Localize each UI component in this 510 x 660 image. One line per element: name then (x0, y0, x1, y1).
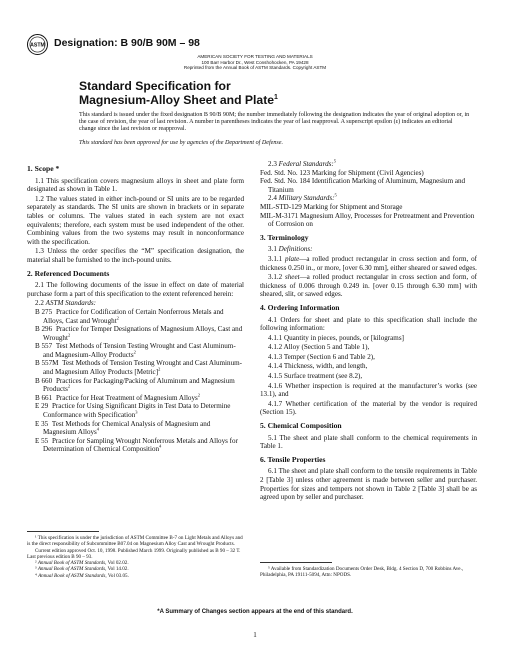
para-5-1: 5.1 The sheet and plate shall conform to the chemical requirements in Table 1. (260, 433, 477, 451)
para-4-1-6: 4.1.6 Whether inspection is required at the manufacturer’s works (see 13.1), and (260, 381, 477, 399)
section-2-heading: 2. Referenced Documents (27, 268, 110, 278)
para-1-3: 1.3 Unless the order specifies the “M” specification designation, the material shall be furnished to the inch-pound units. (27, 247, 244, 264)
org-address: 100 Barr Harbor Dr., West Conshohocken, PA 19428 (201, 59, 309, 65)
designation: Designation: B 90/B 90M – 98 (54, 37, 200, 49)
list-item: 4.1.5 Surface treatment (see 8.2), (268, 372, 363, 381)
mil-std-item: MIL-STD-129 Marking for Shipment and Storage (260, 202, 403, 211)
ref-item: E 35 Test Methods for Chemical Analysis of Magnesium and Magnesium Alloys$^4$ (35, 419, 211, 437)
org-name: AMERICAN SOCIETY FOR TESTING AND MATERIALS (197, 54, 313, 59)
section-3-heading: 3. Terminology (260, 232, 309, 242)
footnote-1: ¹ This specification is under the jurisdiction of ASTM Committee B-7 on Light Metals and Alloys and is the direct responsibility of Subcommittee B07.04 on Magnesium Alloy Cast and Wrought Products. (27, 535, 243, 548)
logo-text: ASTM (30, 42, 45, 49)
footnotes-right (260, 566, 477, 579)
list-item: 4.1.4 Thickness, width, and length, (268, 362, 368, 371)
astm-logo-icon (27, 33, 48, 56)
footnote-3: ³ Annual Book of ASTM Standards, Vol 14.02. (35, 566, 129, 573)
para-2-3: 2.3 Federal Standards:$^5$ (268, 158, 336, 168)
list-item: 4.1.1 Quantity in pieces, pounds, or [kilograms] (268, 333, 404, 342)
ref-item: B 661 Practice for Heat Treatment of Magnesium Alloys$^2$ (35, 392, 201, 402)
footnotes-left (27, 535, 244, 579)
footnote-1b: Current edition approved Oct. 10, 1998. Published March 1999. Originally published as B 90 – 32 T. Last previous edition B 90 – 93. (27, 547, 241, 560)
issue-note: This standard is issued under the fixed designation B 90/B 90M; the number immediately following the designation indicates the year of original adoption or, in the case of revision, the year of last revision. A number in parentheses indicates the year of last reapproval. A superscript epsilon (ε) indicates an editorial change since the last revision or reapproval. (79, 112, 470, 133)
para-1-2: 1.2 The values stated in either inch-pound or SI units are to be regarded separately as standards. The SI units are shown in brackets or in separate tables or columns. The values stated in each system are not exact equivalents; therefore, each system must be used independent of the other. Combining values from the two systems may result in nonconformance with the specification. (27, 194, 244, 246)
left-column (27, 160, 244, 454)
list-item: 4.1.3 Temper (Section 6 and Table 2), (268, 352, 375, 361)
para-2-1: 2.1 The following documents of the issue in effect on date of material purchase form a part of this specification to the extent referenced herein: (27, 281, 244, 298)
footnote-2: ² Annual Book of ASTM Standards, Vol 02.02. (35, 560, 129, 567)
org-reprint: Reprinted from the Annual Book of ASTM Standards. Copyright ASTM (183, 65, 327, 71)
para-3-1-1: 3.1.1 plate—a rolled product rectangular in cross section and form, of thickness 0.250 in., or more, [over 6.30 mm], either sheared or sawed edges. (260, 254, 477, 272)
para-3-1-2: 3.1.2 sheet—a rolled product rectangular in cross section and form, of thickness of 0.006 through 0.249 in. [over 0.15 through 6.30 mm] with sheared, slit, or sawed edges. (260, 273, 477, 299)
para-4-1: 4.1 Orders for sheet and plate to this specification shall include the following information: (260, 315, 477, 333)
approval-note: This standard has been approved for use by agencies of the Department of Defense. (79, 140, 283, 146)
document-title (79, 79, 278, 107)
right-column (260, 160, 477, 503)
section-1-heading: 1. Scope * (27, 164, 60, 173)
ref-item: B 660 Practices for Packaging/Packing of Aluminum and Magnesium Products$^2$ (35, 376, 235, 394)
fed-std-item: Fed. Std. No. 184 Identification Marking of Aluminum, Magnesium and Titanium (260, 177, 466, 194)
title-line1: Standard Specification for (79, 79, 231, 93)
para-2-2: 2.2 ASTM Standards: (35, 299, 97, 308)
footnote-rule-left (27, 531, 99, 532)
footnote-5: ⁵ Available from Standardization Documents Order Desk, Bldg. 4 Section D, 700 Robbins Ave., Philadelphia, PA 19111-5094, Attn: NPODS. (260, 566, 464, 579)
list-item: 4.1.2 Alloy (Section 5 and Table 1), (268, 343, 370, 352)
page-number: 1 (253, 631, 257, 639)
ref-item: B 557M Test Methods of Tension Testing Wrought and Cast Aluminum- and Magnesium Alloy Products [Metric]$^2$ (35, 359, 243, 377)
title-line2: Magnesium-Alloy Sheet and Plate$^1$ (79, 93, 278, 107)
para-2-4: 2.4 Military Standards:$^5$ (268, 193, 337, 203)
fed-std-item: Fed. Std. No. 123 Marking for Shipment (Civil Agencies) (260, 168, 424, 177)
mil-std-item: MIL-M-3171 Magnesium Alloy, Processes for Pretreatment and Prevention of Corrosion on (260, 211, 475, 229)
summary-note: *A Summary of Changes section appears at the end of this standard. (157, 609, 353, 615)
para-3-1: 3.1 Definitions: (268, 245, 313, 254)
footnote-rule-right (260, 562, 332, 563)
ref-item: B 275 Practice for Codification of Certain Nonferrous Metals and Alloys, Cast and Wrought$^2$ (35, 307, 224, 325)
para-1-1: 1.1 This specification covers magnesium alloys in sheet and plate form designated as shown in Table 1. (27, 176, 244, 194)
para-6-1: 6.1 The sheet and plate shall conform to the tensile requirements in Table 2 [Table 3] unless other agreement is made between seller and purchaser. Properties for sizes and tempers not shown in Table 2 [Table 3] shall be as agreed upon by seller and purchaser. (260, 467, 477, 502)
ref-item: E 29 Practice for Using Significant Digits in Test Data to Determine Conformance with Specification$^3$ (35, 402, 231, 420)
ref-item: B 557 Test Methods of Tension Testing Wrought and Cast Aluminum- and Magnesium-Alloy Products$^2$ (35, 342, 236, 359)
ref-item: B 296 Practice for Temper Designations of Magnesium Alloys, Cast and Wrought$^2$ (35, 325, 243, 342)
para-4-1-7: 4.1.7 Whether certification of the material by the vendor is required (Section 15). (260, 399, 477, 417)
section-4-heading: 4. Ordering Information (260, 302, 340, 312)
section-6-heading: 6. Tensile Properties (260, 454, 326, 464)
section-5-heading: 5. Chemical Composition (260, 421, 342, 431)
ref-item: E 55 Practice for Sampling Wrought Nonferrous Metals and Alloys for Determination of Chemical Composition$^4$ (35, 436, 238, 454)
footnote-4: ⁴ Annual Book of ASTM Standards, Vol 03.05. (35, 572, 129, 579)
